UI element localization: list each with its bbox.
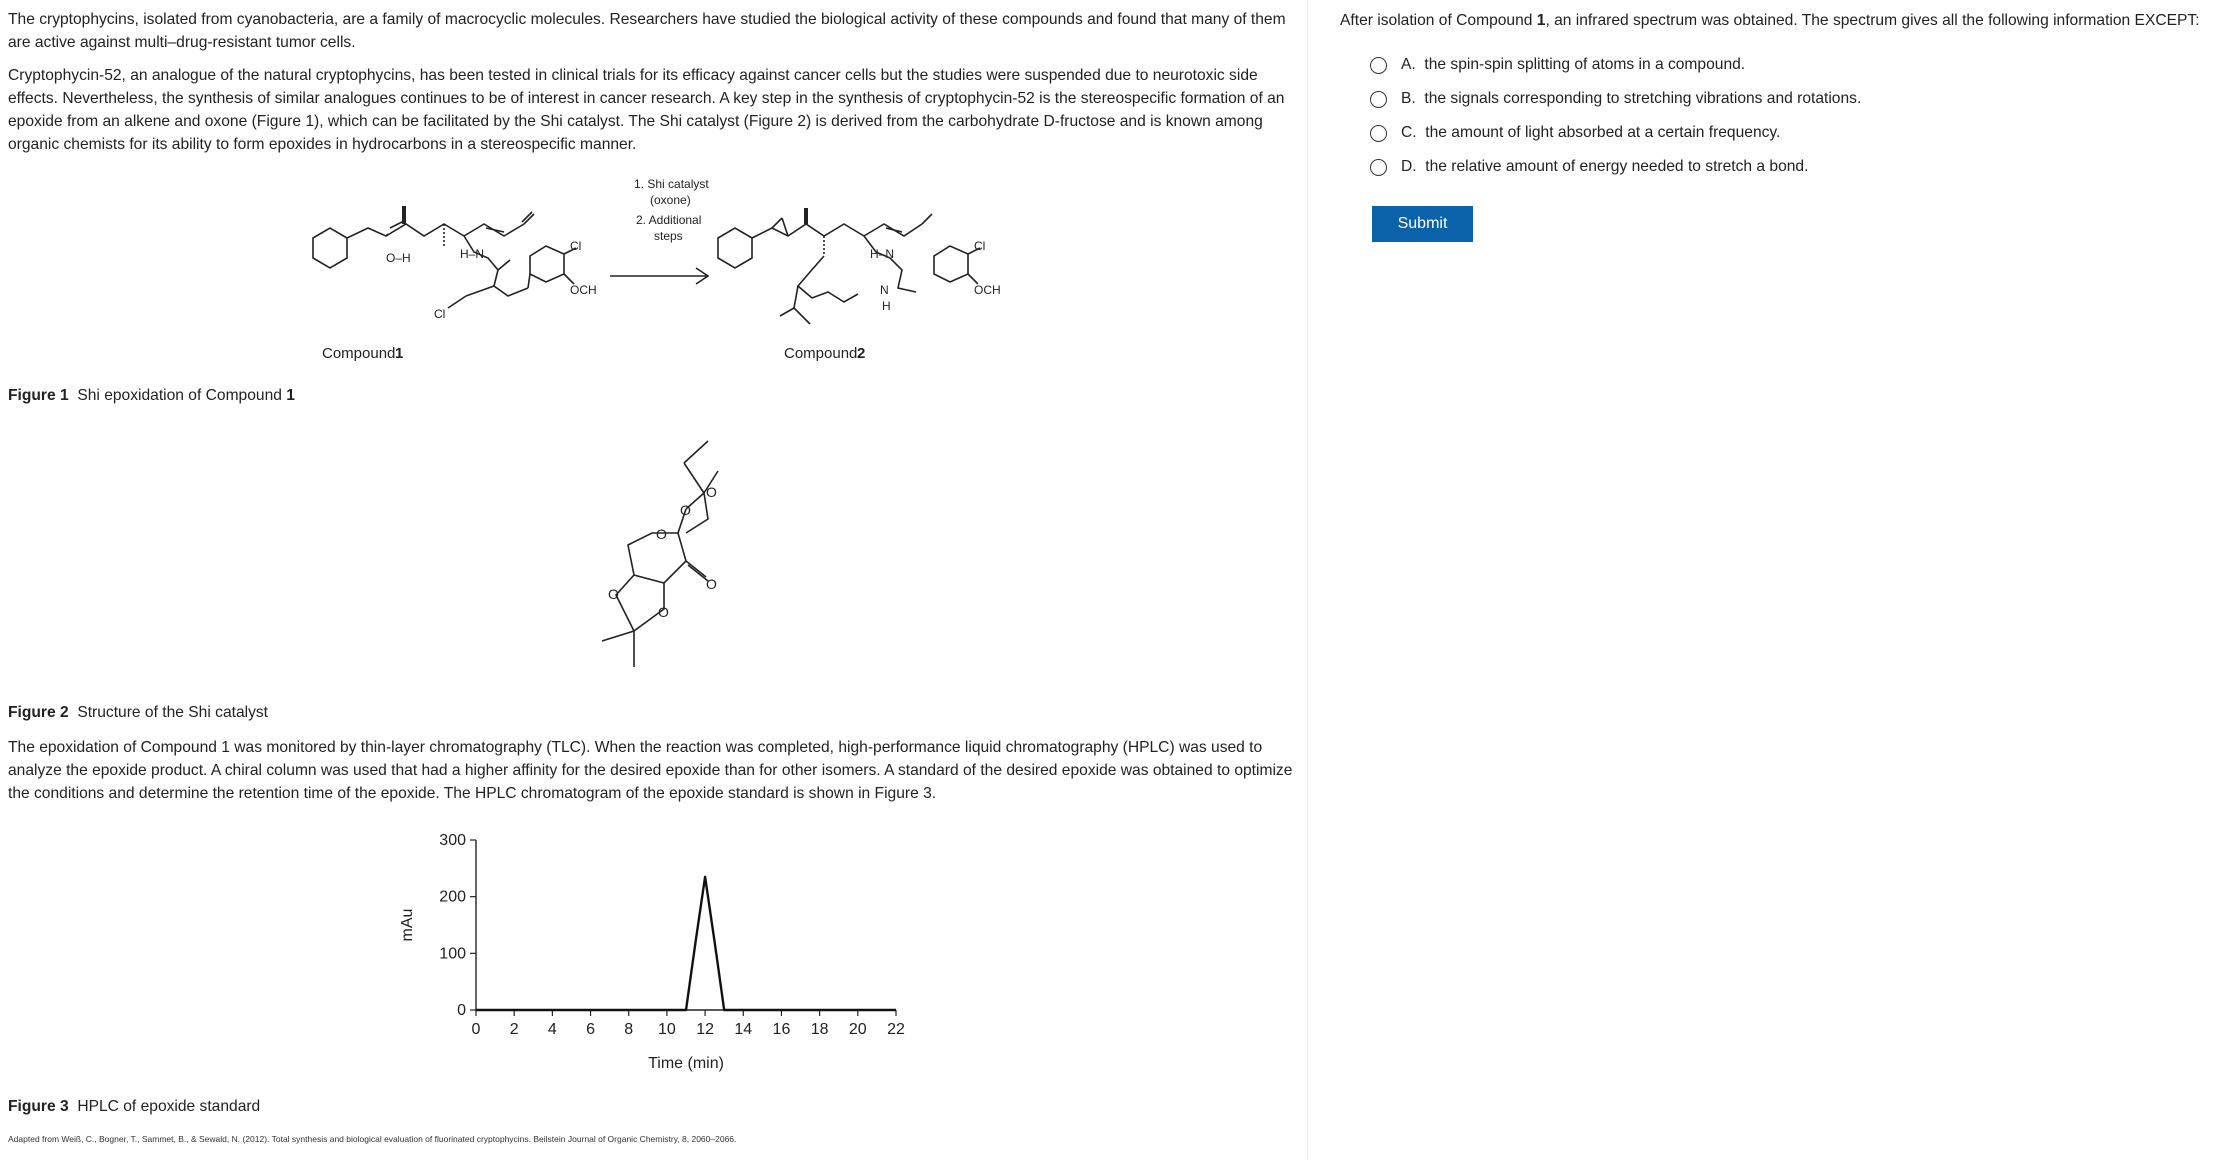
answer-option-c[interactable]: C. the amount of light absorbed at a certain frequency.	[1370, 124, 1780, 142]
x-tick-label: 4	[547, 1021, 557, 1038]
figure-2-caption: Figure 2 Structure of the Shi catalyst	[8, 704, 269, 721]
acetonide-oxygen-2-label: O	[658, 604, 669, 620]
x-tick-label: 16	[772, 1021, 791, 1038]
y-tick-label: 0	[457, 1002, 466, 1019]
ketal-oxygen-2-label: O	[706, 484, 717, 500]
compound-2-label: Compound	[784, 345, 858, 362]
compound-1-number: 1	[395, 345, 404, 362]
radio-button-a[interactable]	[1370, 57, 1387, 74]
compound1-aryl-ring	[530, 246, 564, 282]
compound1-methoxy-label: OCH	[570, 283, 597, 297]
question-pane	[1340, 0, 2220, 1160]
x-tick-label: 18	[810, 1021, 829, 1038]
x-tick-label: 14	[734, 1021, 753, 1038]
passage-pane	[8, 0, 1308, 1160]
x-tick-label: 20	[848, 1021, 867, 1038]
compound2-amine-label: H–N	[870, 247, 895, 261]
compound2-nitrogen-label: N	[880, 283, 889, 297]
compound2-benzene-ring	[718, 228, 752, 268]
figure-1-reaction-scheme	[298, 176, 1018, 376]
x-tick-label: 6	[586, 1021, 595, 1038]
compound2-aryl-ring	[934, 246, 968, 282]
x-tick-label: 2	[509, 1021, 519, 1038]
compound2-methoxy-label: OCH	[974, 283, 1001, 297]
reagent-step-2-steps: steps	[654, 229, 683, 243]
figure-2-shi-catalyst-structure	[568, 435, 748, 675]
compound-2-number: 2	[857, 345, 866, 362]
compound2-chloro-label: Cl	[974, 239, 986, 253]
question-stem: After isolation of Compound 1, an infrared spectrum was obtained. The spectrum gives all the following information EXCEPT:	[1340, 12, 2200, 29]
y-axis-label: mAu	[399, 908, 416, 942]
ketone-oxygen-label: O	[706, 576, 717, 592]
chromatogram-trace-0	[476, 877, 896, 1010]
y-tick-label: 200	[439, 888, 466, 906]
compound1-benzene-ring	[313, 228, 347, 268]
x-tick-label: 10	[658, 1021, 676, 1038]
x-tick-label: 8	[624, 1021, 634, 1038]
answer-option-b[interactable]: B. the signals corresponding to stretching vibrations and rotations.	[1370, 90, 1861, 108]
figure-3-hplc-chart	[388, 820, 908, 1080]
figure-3-caption: Figure 3 HPLC of epoxide standard	[8, 1098, 261, 1115]
reagent-step-1-oxone: (oxone)	[650, 193, 691, 207]
ring-oxygen-label: O	[656, 526, 667, 542]
ketal-oxygen-1-label: O	[680, 502, 691, 518]
compound1-trichloro-label: Cl	[434, 307, 446, 321]
passage-paragraph-2: Cryptophycin-52, an analogue of the natural cryptophycins, has been tested in clinical trials for its efficacy against cancer cells but the studies were suspended due to neurotoxic side effects. Nevertheless, the synthesis of similar analogues continues to be of interest in cancer research. A key step in the synthesis of cryptophycin-52 is the stereospecific formation of an epoxide from an alkene and oxone (Figure 1), which can be facilitated by the Shi catalyst. The Shi catalyst (Figure 2) is derived from the carbohydrate D-fructose and is known among organic chemists for its ability to form epoxides in hydrocarbons in a stereospecific manner.	[8, 67, 1285, 153]
acetonide-oxygen-1-label: O	[608, 586, 619, 602]
x-tick-label: 12	[696, 1021, 714, 1038]
figure-1-caption: Figure 1 Shi epoxidation of Compound 1	[8, 387, 295, 404]
x-tick-label: 0	[471, 1021, 481, 1038]
y-tick-label: 100	[439, 945, 466, 963]
compound-1-label: Compound	[322, 345, 396, 362]
answer-option-d[interactable]: D. the relative amount of energy needed to stretch a bond.	[1370, 158, 1808, 176]
submit-button[interactable]: Submit	[1372, 206, 1473, 242]
radio-button-c[interactable]	[1370, 125, 1387, 142]
x-tick-label: 22	[887, 1021, 905, 1038]
compound1-chloro-label: Cl	[570, 239, 582, 253]
y-tick-label: 300	[439, 832, 466, 849]
reagent-step-1: 1. Shi catalyst	[634, 177, 709, 191]
compound1-amine-label: H–N	[460, 247, 485, 261]
compound2-hydrogen-label: H	[882, 299, 891, 313]
radio-button-d[interactable]	[1370, 159, 1387, 176]
answer-option-a[interactable]: A. the spin-spin splitting of atoms in a compound.	[1370, 56, 1745, 74]
citation: Adapted from Weiß, C., Bogner, T., Sammet, B., & Sewald, N. (2012). Total synthesis and biological evaluation of fluorinated cryptophycins. Beilstein Journal of Organic Chemistry, 8, 2060–2066.	[8, 1134, 737, 1144]
x-axis-label: Time (min)	[648, 1055, 724, 1072]
reagent-step-2: 2. Additional	[636, 213, 702, 227]
radio-button-b[interactable]	[1370, 91, 1387, 108]
compound1-hydroxyl-label: O–H	[386, 251, 411, 265]
passage-paragraph-1: The cryptophycins, isolated from cyanobacteria, are a family of macrocyclic molecules. Researchers have studied the biological activity of these compounds and found that many of them are active against multi–drug-resistant tumor cells.	[8, 11, 1286, 51]
passage-paragraph-3: The epoxidation of Compound 1 was monitored by thin-layer chromatography (TLC). When the reaction was completed, high-performance liquid chromatography (HPLC) was used to analyze the epoxide product. A chiral column was used that had a higher affinity for the desired epoxide than for other isomers. A standard of the desired epoxide was obtained to optimize the conditions and determine the retention time of the epoxide. The HPLC chromatogram of the epoxide standard is shown in Figure 3.	[8, 739, 1293, 802]
